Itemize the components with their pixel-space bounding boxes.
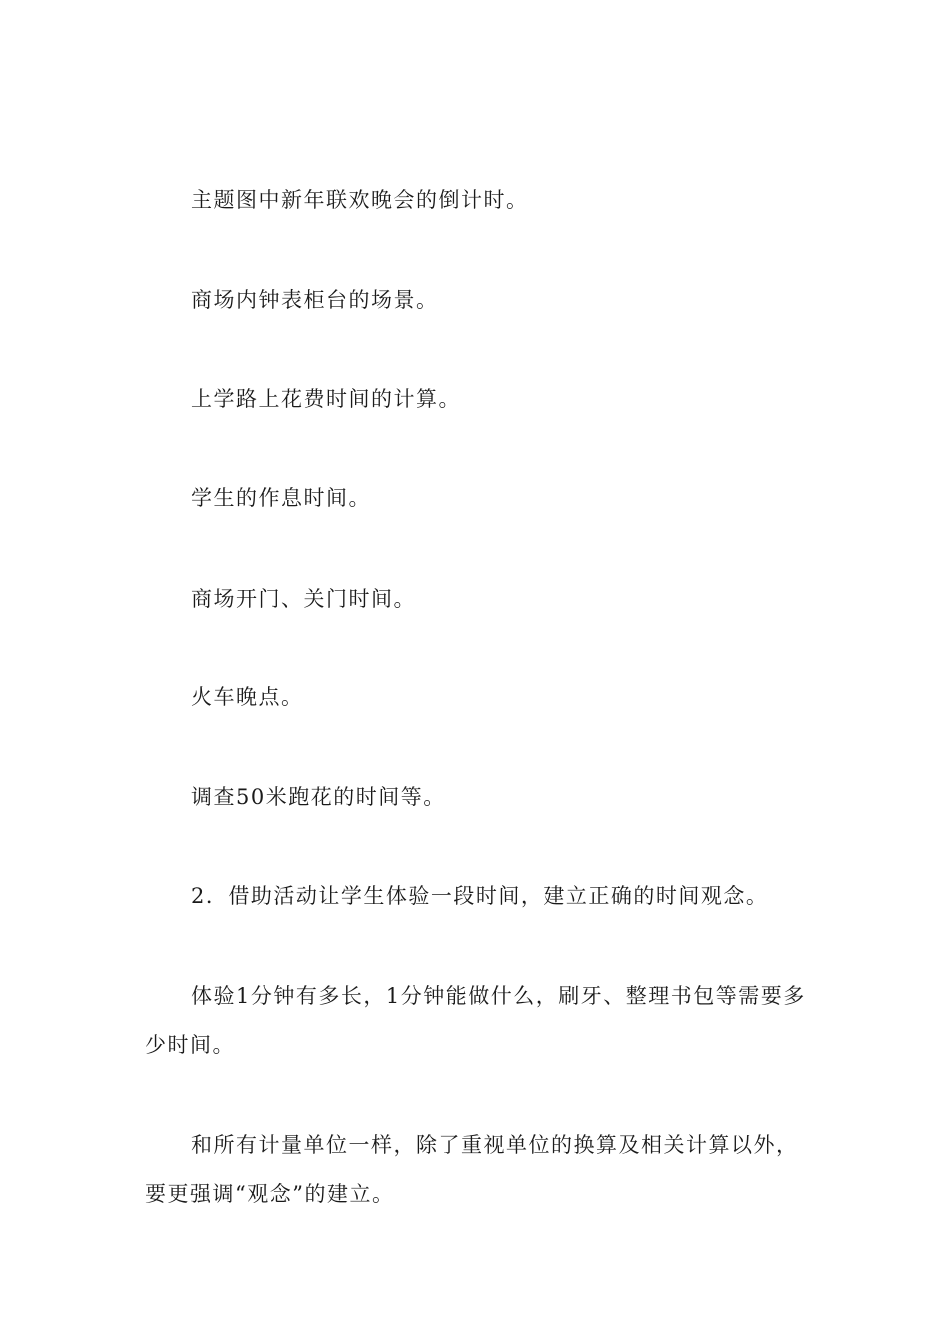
paragraph-train-delay: 火车晚点。	[191, 685, 304, 709]
paragraph-schedule: 学生的作息时间。	[191, 486, 371, 510]
paragraph-store-hours: 商场开门、关门时间。	[191, 587, 416, 611]
paragraph-clock-counter: 商场内钟表柜台的场景。	[191, 288, 439, 312]
paragraph-50m-run: 调查50米跑花的时间等。	[191, 785, 446, 809]
paragraph-one-minute: 体验1分钟有多长，1分钟能做什么，刷牙、整理书包等需要多少时间。	[145, 984, 806, 1057]
paragraph-countdown: 主题图中新年联欢晚会的倒计时。	[191, 188, 529, 212]
paragraph-point-2: 2．借助活动让学生体验一段时间，建立正确的时间观念。	[191, 884, 769, 908]
paragraph-commute-time: 上学路上花费时间的计算。	[191, 387, 461, 411]
paragraph-measurement-concept: 和所有计量单位一样，除了重视单位的换算及相关计算以外，要更强调“观念”的建立。	[145, 1133, 799, 1206]
